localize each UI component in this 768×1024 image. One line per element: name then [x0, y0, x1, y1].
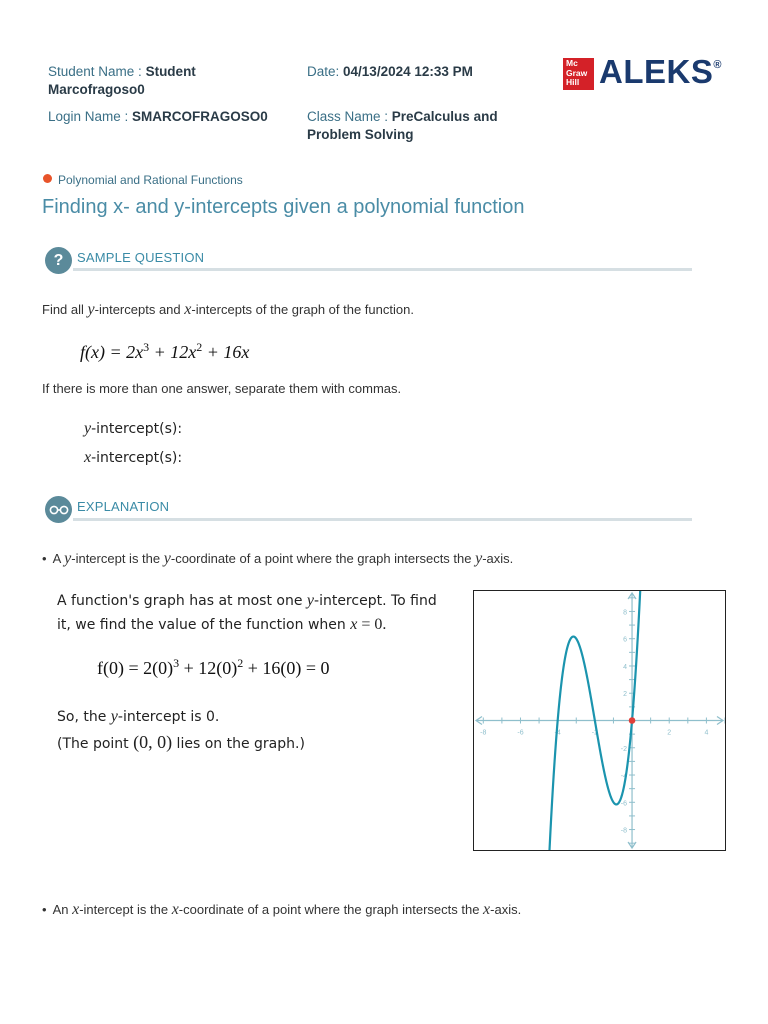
eval-part: f(0) = 2(0)	[97, 658, 174, 678]
conclusion-var: y	[110, 708, 118, 725]
class-name-label: Class Name :	[307, 109, 392, 124]
login-name-label: Login Name :	[48, 109, 133, 124]
bullet-var: y	[163, 550, 171, 567]
point-coordinates: (0, 0)	[133, 732, 173, 752]
prompt-var-y: y	[87, 301, 95, 318]
section-divider	[73, 518, 692, 521]
student-name-value: Student	[145, 64, 196, 79]
y-intercept-point	[629, 717, 636, 724]
explanation-paragraph	[57, 589, 437, 637]
sample-question-label: SAMPLE QUESTION	[77, 250, 205, 265]
graph-svg	[474, 591, 725, 850]
x-var: x	[84, 449, 92, 466]
function-graph	[473, 590, 726, 851]
y-tick-label: -6	[620, 800, 628, 808]
bullet-text: -coordinate of a point where the graph intersects the	[170, 551, 476, 566]
bullet-text: A	[52, 551, 65, 566]
bullet-text: -axis.	[490, 902, 522, 917]
function-mid: + 12x	[149, 342, 197, 362]
y-var: y	[84, 420, 92, 437]
eval-exp: 3	[173, 656, 180, 670]
prompt-text: -intercepts and	[94, 302, 185, 317]
bullet-text: -coordinate of a point where the graph intersects the	[178, 902, 484, 917]
y-intercept-conclusion	[57, 704, 305, 757]
conclusion-text: (The point	[57, 736, 134, 752]
para-text: A function's graph has at most one	[57, 593, 307, 609]
date	[307, 63, 547, 81]
y-tick-label: -4	[620, 773, 628, 781]
para-text: it, we find the value of the function when	[57, 617, 351, 633]
y-tick-label: 6	[623, 636, 628, 644]
bullet-y-intercept-definition: • A y-intercept is the y-coordinate of a point where the graph intersects the y-axis.	[42, 550, 514, 567]
bullet-text: An	[52, 902, 73, 917]
glasses-icon	[45, 496, 72, 523]
logo-line-3: Hill	[566, 77, 580, 87]
eval-exp: 2	[237, 656, 244, 670]
y-tick-label: 2	[623, 691, 628, 699]
para-text: -intercept. To find	[314, 593, 437, 609]
y-tick-label: -2	[620, 745, 628, 753]
conclusion-text: -intercept is 0.	[117, 709, 220, 725]
topic-dot-icon	[43, 174, 52, 183]
aleks-logo	[599, 53, 722, 91]
para-text: = 0.	[357, 616, 387, 633]
function-lhs: f(x) = 2x	[80, 342, 144, 362]
bullet-text: -intercept is the	[71, 551, 164, 566]
aleks-logo-text: ALEKS	[599, 53, 714, 90]
glasses-icon-svg	[49, 505, 69, 515]
question-icon: ?	[45, 247, 72, 274]
login-name	[48, 108, 298, 126]
bullet-var: x	[72, 901, 80, 918]
bullet-var: x	[483, 901, 491, 918]
function-end: + 16x	[202, 342, 250, 362]
x-tick-label: -6	[517, 729, 524, 737]
topic-category: Polynomial and Rational Functions	[58, 173, 243, 187]
function-definition	[80, 340, 249, 363]
bullet-var: x	[171, 901, 179, 918]
logo-line-2: Graw	[566, 67, 588, 78]
class-name-value: PreCalculus and	[391, 109, 498, 124]
para-var: y	[306, 592, 315, 609]
bullet-var: y	[64, 550, 72, 567]
bullet-var: y	[475, 550, 483, 567]
y-intercept-text: -intercept(s):	[91, 421, 183, 437]
date-value: 04/13/2024 12:33 PM	[343, 64, 473, 79]
x-tick-label: -2	[591, 729, 598, 737]
date-label: Date:	[307, 64, 344, 79]
eval-part: + 12(0)	[179, 658, 238, 678]
function-exp: 3	[143, 340, 150, 354]
evaluation-equation	[97, 656, 330, 679]
y-intercept-label	[84, 420, 182, 438]
x-intercept-text: -intercept(s):	[91, 450, 183, 466]
student-name-label: Student Name :	[48, 64, 146, 79]
question-prompt	[42, 301, 414, 319]
explanation-label: EXPLANATION	[77, 499, 170, 514]
x-intercept-label	[84, 449, 182, 467]
mcgraw-hill-logo	[563, 58, 594, 90]
login-name-value: SMARCOFRAGOSO0	[132, 109, 268, 124]
prompt-var-x: x	[184, 301, 192, 318]
page-title: Finding x- and y-intercepts given a polynomial function	[42, 196, 525, 218]
y-tick-label: 4	[623, 663, 628, 671]
logo-line-1: Mc	[566, 58, 578, 68]
para-var: x	[350, 616, 358, 633]
commas-note: If there is more than one answer, separate them with commas.	[42, 381, 402, 396]
x-tick-label: 2	[667, 729, 672, 737]
prompt-text: -intercepts of the graph of the function.	[191, 302, 414, 317]
y-tick-label: -8	[620, 827, 628, 835]
conclusion-text: lies on the graph.)	[172, 736, 305, 752]
y-tick-label: 8	[623, 609, 628, 617]
prompt-text: Find all	[42, 302, 88, 317]
bullet-x-intercept-definition: • An x-intercept is the x-coordinate of a point where the graph intersects the x-axis.	[42, 901, 522, 918]
conclusion-text: So, the	[57, 709, 111, 725]
bullet-text: -axis.	[482, 551, 514, 566]
x-tick-label: -8	[480, 729, 487, 737]
student-name	[48, 63, 288, 99]
x-tick-label: 4	[704, 729, 709, 737]
aleks-reg-mark: ®	[713, 59, 722, 71]
bullet-text: -intercept is the	[79, 902, 172, 917]
eval-part: + 16(0) = 0	[243, 658, 330, 678]
function-exp: 2	[196, 340, 203, 354]
class-name	[307, 108, 547, 144]
class-name-value-2: Problem Solving	[307, 127, 414, 142]
student-name-value-2: Marcofragoso0	[48, 82, 145, 97]
x-tick-label: -4	[554, 729, 561, 737]
section-divider	[73, 268, 692, 271]
